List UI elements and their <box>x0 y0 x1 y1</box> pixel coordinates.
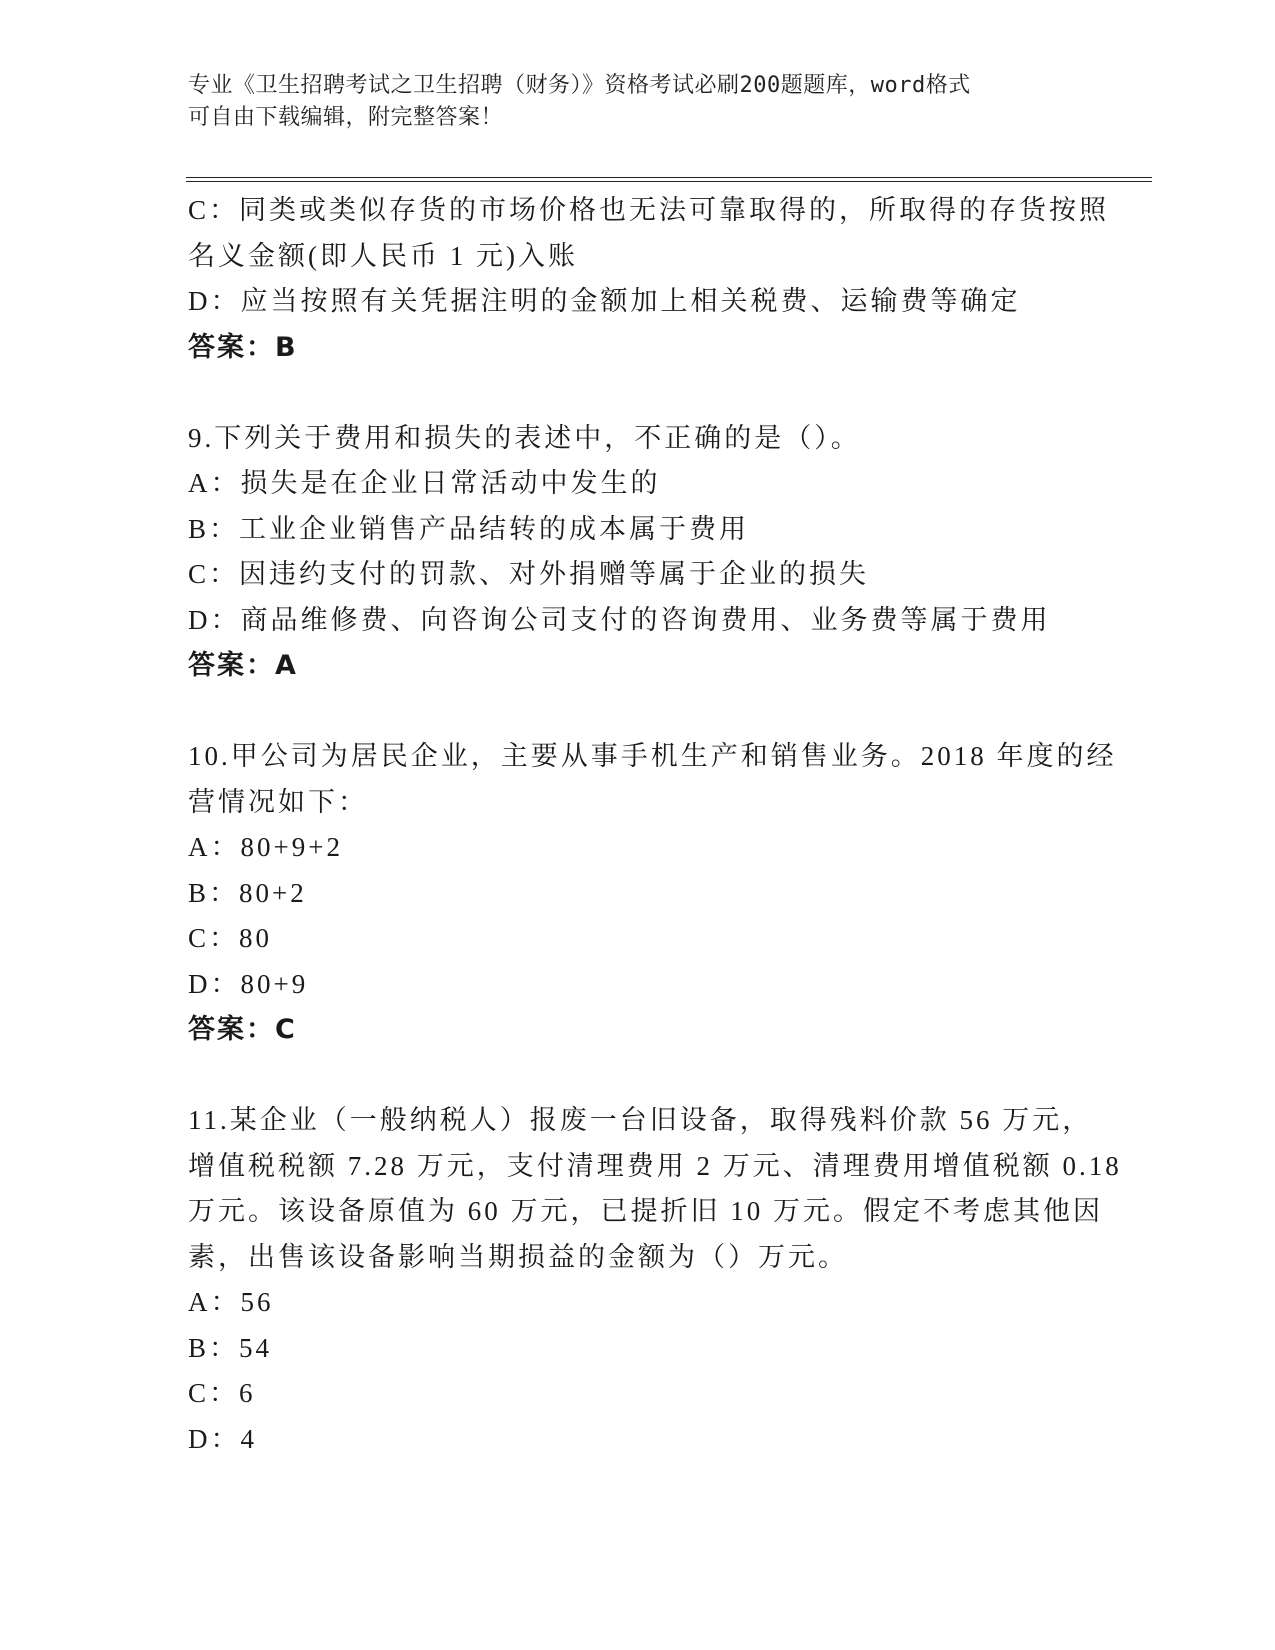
q9-option-d: D：商品维修费、向咨询公司支付的咨询费用、业务费等属于费用 <box>188 604 1051 635</box>
q8-answer: 答案：B <box>188 331 298 363</box>
q11-question-line-3: 万元。该设备原值为 60 万元，已提折旧 10 万元。假定不考虑其他因 <box>188 1196 1103 1226</box>
header-divider <box>186 177 1152 182</box>
q8-option-d: D：应当按照有关凭据注明的金额加上相关税费、运输费等确定 <box>188 286 1021 316</box>
q9-option-c: C：因违约支付的罚款、对外捐赠等属于企业的损失 <box>188 559 870 589</box>
q10-question-line-1: 10.甲公司为居民企业，主要从事手机生产和销售业务。2018 年度的经 <box>188 741 1117 771</box>
q9-option-b: B：工业企业销售产品结转的成本属于费用 <box>188 513 750 544</box>
spacer <box>188 1053 1088 1099</box>
document-header <box>188 70 1088 134</box>
q8-option-c-line-2: 名义金额(即人民币 1 元)入账 <box>188 240 578 271</box>
q10-option-c: C：80 <box>188 923 273 953</box>
q11-question-line-4: 素，出售该设备影响当期损益的金额为（）万元。 <box>188 1241 848 1272</box>
q11-option-b: B：54 <box>188 1332 273 1363</box>
header-line-1: 专业《卫生招聘考试之卫生招聘（财务）》资格考试必刷200题题库，word格式 <box>188 73 971 98</box>
question-content <box>188 188 1122 1462</box>
q10-answer: 答案：C <box>188 1014 297 1045</box>
spacer <box>188 689 1088 735</box>
q10-option-b: B：80+2 <box>188 877 307 908</box>
q10-option-a: A：80+9+2 <box>188 832 343 862</box>
question-9-block <box>188 416 1088 689</box>
header-line-2: 可自由下载编辑，附完整答案！ <box>188 105 504 130</box>
q10-option-d: D：80+9 <box>188 968 309 999</box>
q11-question-line-2: 增值税税额 7.28 万元，支付清理费用 2 万元、清理费用增值税额 0.18 <box>188 1150 1122 1181</box>
q11-option-c: C：6 <box>188 1378 256 1408</box>
q10-question-line-2: 营情况如下： <box>188 786 368 817</box>
question-8-block <box>188 188 1110 370</box>
q9-question: 9.下列关于费用和损失的表述中，不正确的是（）。 <box>188 422 861 453</box>
q9-answer: 答案：A <box>188 650 298 681</box>
q9-option-a: A：损失是在企业日常活动中发生的 <box>188 468 661 498</box>
q11-option-d: D：4 <box>188 1423 257 1454</box>
question-11-block <box>188 1098 1122 1462</box>
question-10-block <box>188 734 1117 1053</box>
q8-option-c-line-1: C：同类或类似存货的市场价格也无法可靠取得的，所取得的存货按照 <box>188 195 1110 225</box>
q11-question-line-1: 11.某企业（一般纳税人）报废一台旧设备，取得残料价款 56 万元， <box>188 1105 1093 1135</box>
q11-option-a: A：56 <box>188 1287 274 1317</box>
spacer <box>188 370 1088 416</box>
